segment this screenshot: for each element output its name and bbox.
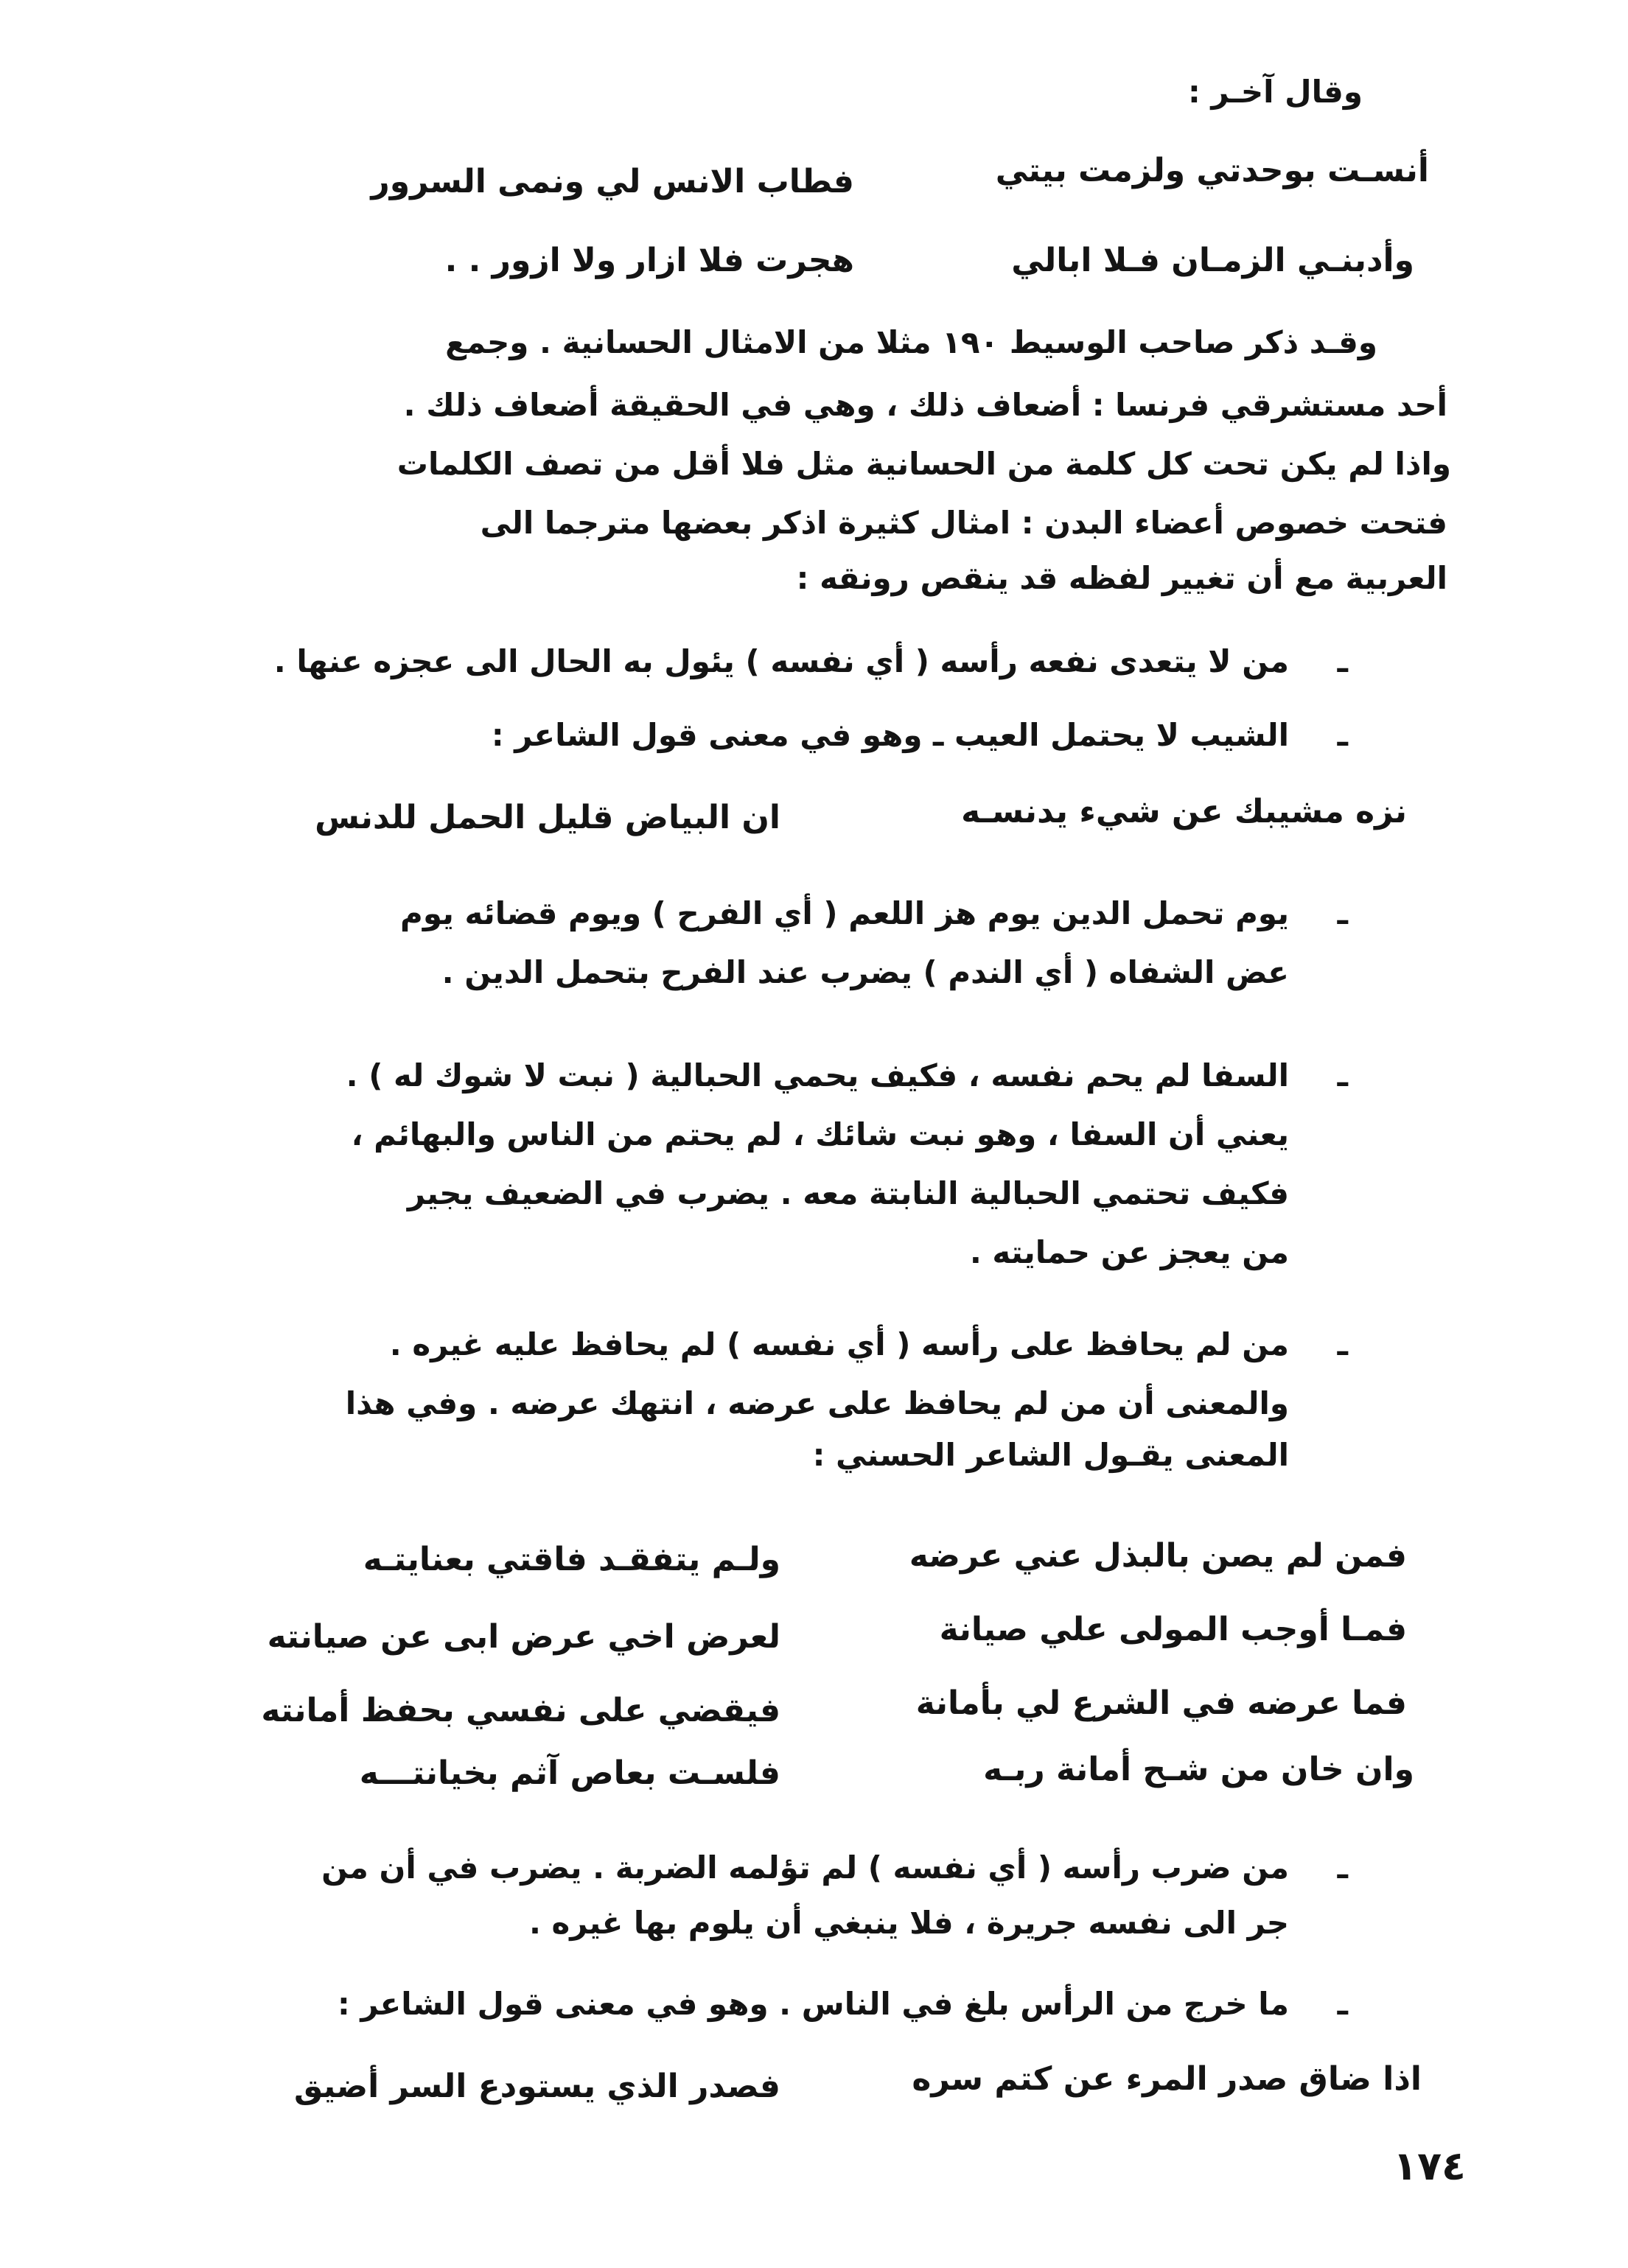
- proverb5-line-1: من لم يحافظ على رأسه ( أي نفسه ) لم يحافظ عليه غيره .: [389, 1326, 1289, 1362]
- intro-label: وقال آخـر :: [1187, 74, 1363, 110]
- proverb4-line-3: فكيف تحتمي الحبالية النابتة معه . يضرب في الضعيف يجير: [407, 1175, 1289, 1211]
- paragraph1-line-3: واذا لم يكن تحت كل كلمة من الحسانية مثل فلا أقل من تصف الكلمات: [396, 446, 1451, 482]
- poem1-line-2-second: هجرت فلا ازار ولا ازور . .: [444, 242, 854, 279]
- paragraph1-line-1: وقـد ذكر صاحب الوسيط ١٩٠ مثلا من الامثال الحسانية . وجمع: [445, 324, 1377, 360]
- proverb7-line-1: ما خرج من الرأس بلغ في الناس . وهو في معنى قول الشاعر :: [337, 1986, 1289, 2022]
- poem2-line-1-second: ولـم يتفقـد فاقتي بعنايتـه: [363, 1541, 780, 1578]
- verse1-second: ان البياض قليل الحمل للدنس: [315, 799, 780, 836]
- verse2-first: اذا ضاق صدر المرء عن كتم سره: [912, 2060, 1422, 2098]
- poem1-line-1-second: فطاب الانس لي ونمى السرور: [371, 163, 854, 200]
- paragraph1-line-5: العربية مع أن تغيير لفظه قد ينقص رونقه :: [796, 560, 1447, 596]
- poem2-line-2-first: فمـا أوجب المولى علي صيانة: [939, 1611, 1407, 1648]
- proverb6-line-2: جر الى نفسه جريرة ، فلا ينبغي أن يلوم بها غيره .: [528, 1905, 1289, 1941]
- proverb2-dash: ـ: [1337, 717, 1348, 753]
- proverb2-line-1: الشيب لا يحتمل العيب ـ وهو في معنى قول الشاعر :: [491, 717, 1289, 753]
- proverb4-dash: ـ: [1337, 1057, 1348, 1093]
- proverb5-dash: ـ: [1337, 1326, 1348, 1362]
- poem2-line-3-second: فيقضي على نفسي بحفظ أمانته: [261, 1692, 780, 1729]
- proverb3-line-2: عض الشفاه ( أي الندم ) يضرب عند الفرح بتحمل الدين .: [441, 954, 1289, 990]
- poem1-line-2-first: وأدبنـي الزمـان فـلا ابالي: [1011, 242, 1414, 279]
- poem2-line-2-second: لعرض اخي عرض ابى عن صيانته: [267, 1618, 780, 1656]
- paragraph1-line-4: فتحت خصوص أعضاء البدن : امثال كثيرة اذكر بعضها مترجما الى: [480, 505, 1447, 541]
- verse1-first: نزه مشيبك عن شيء يدنسـه: [961, 793, 1407, 830]
- proverb4-line-2: يعني أن السفا ، وهو نبت شائك ، لم يحتم من الناس والبهائم ،: [351, 1116, 1289, 1152]
- proverb4-line-1: السفا لم يحم نفسه ، فكيف يحمي الحبالية ( نبت لا شوك له ) .: [346, 1057, 1289, 1093]
- page-number: ١٧٤: [1393, 2143, 1466, 2189]
- paragraph1-line-2: أحد مستشرقي فرنسا : أضعاف ذلك ، وهي في الحقيقة أضعاف ذلك .: [403, 387, 1447, 423]
- proverb6-line-1: من ضرب رأسه ( أي نفسه ) لم تؤلمه الضربة . يضرب في أن من: [321, 1849, 1289, 1886]
- proverb1-dash: ـ: [1337, 643, 1348, 679]
- proverb1-line-1: من لا يتعدى نفعه رأسه ( أي نفسه ) يئول به الحال الى عجزه عنها .: [273, 643, 1289, 679]
- poem2-line-3-first: فما عرضه في الشرع لي بأمانة: [915, 1684, 1407, 1722]
- poem1-line-1-first: أنسـت بوحدتي ولزمت بيتي: [995, 152, 1429, 189]
- proverb5-line-3: المعنى يقـول الشاعر الحسني :: [812, 1437, 1289, 1473]
- proverb7-dash: ـ: [1337, 1986, 1348, 2022]
- verse2-second: فصدر الذي يستودع السر أضيق: [294, 2068, 780, 2105]
- proverb6-dash: ـ: [1337, 1849, 1348, 1886]
- proverb3-line-1: يوم تحمل الدين يوم هز اللعم ( أي الفرح ) ويوم قضائه يوم: [400, 895, 1289, 931]
- proverb3-dash: ـ: [1337, 895, 1348, 931]
- proverb5-line-2: والمعنى أن من لم يحافظ على عرضه ، انتهك عرضه . وفي هذا: [345, 1385, 1289, 1421]
- poem2-line-4-first: وان خان من شـح أمانة ربـه: [983, 1751, 1414, 1788]
- poem2-line-4-second: فلسـت بعاص آثم بخيانتـــه: [359, 1754, 780, 1792]
- poem2-line-1-first: فمن لم يصن بالبذل عني عرضه: [909, 1537, 1407, 1575]
- proverb4-line-4: من يعجز عن حمايته .: [969, 1234, 1289, 1270]
